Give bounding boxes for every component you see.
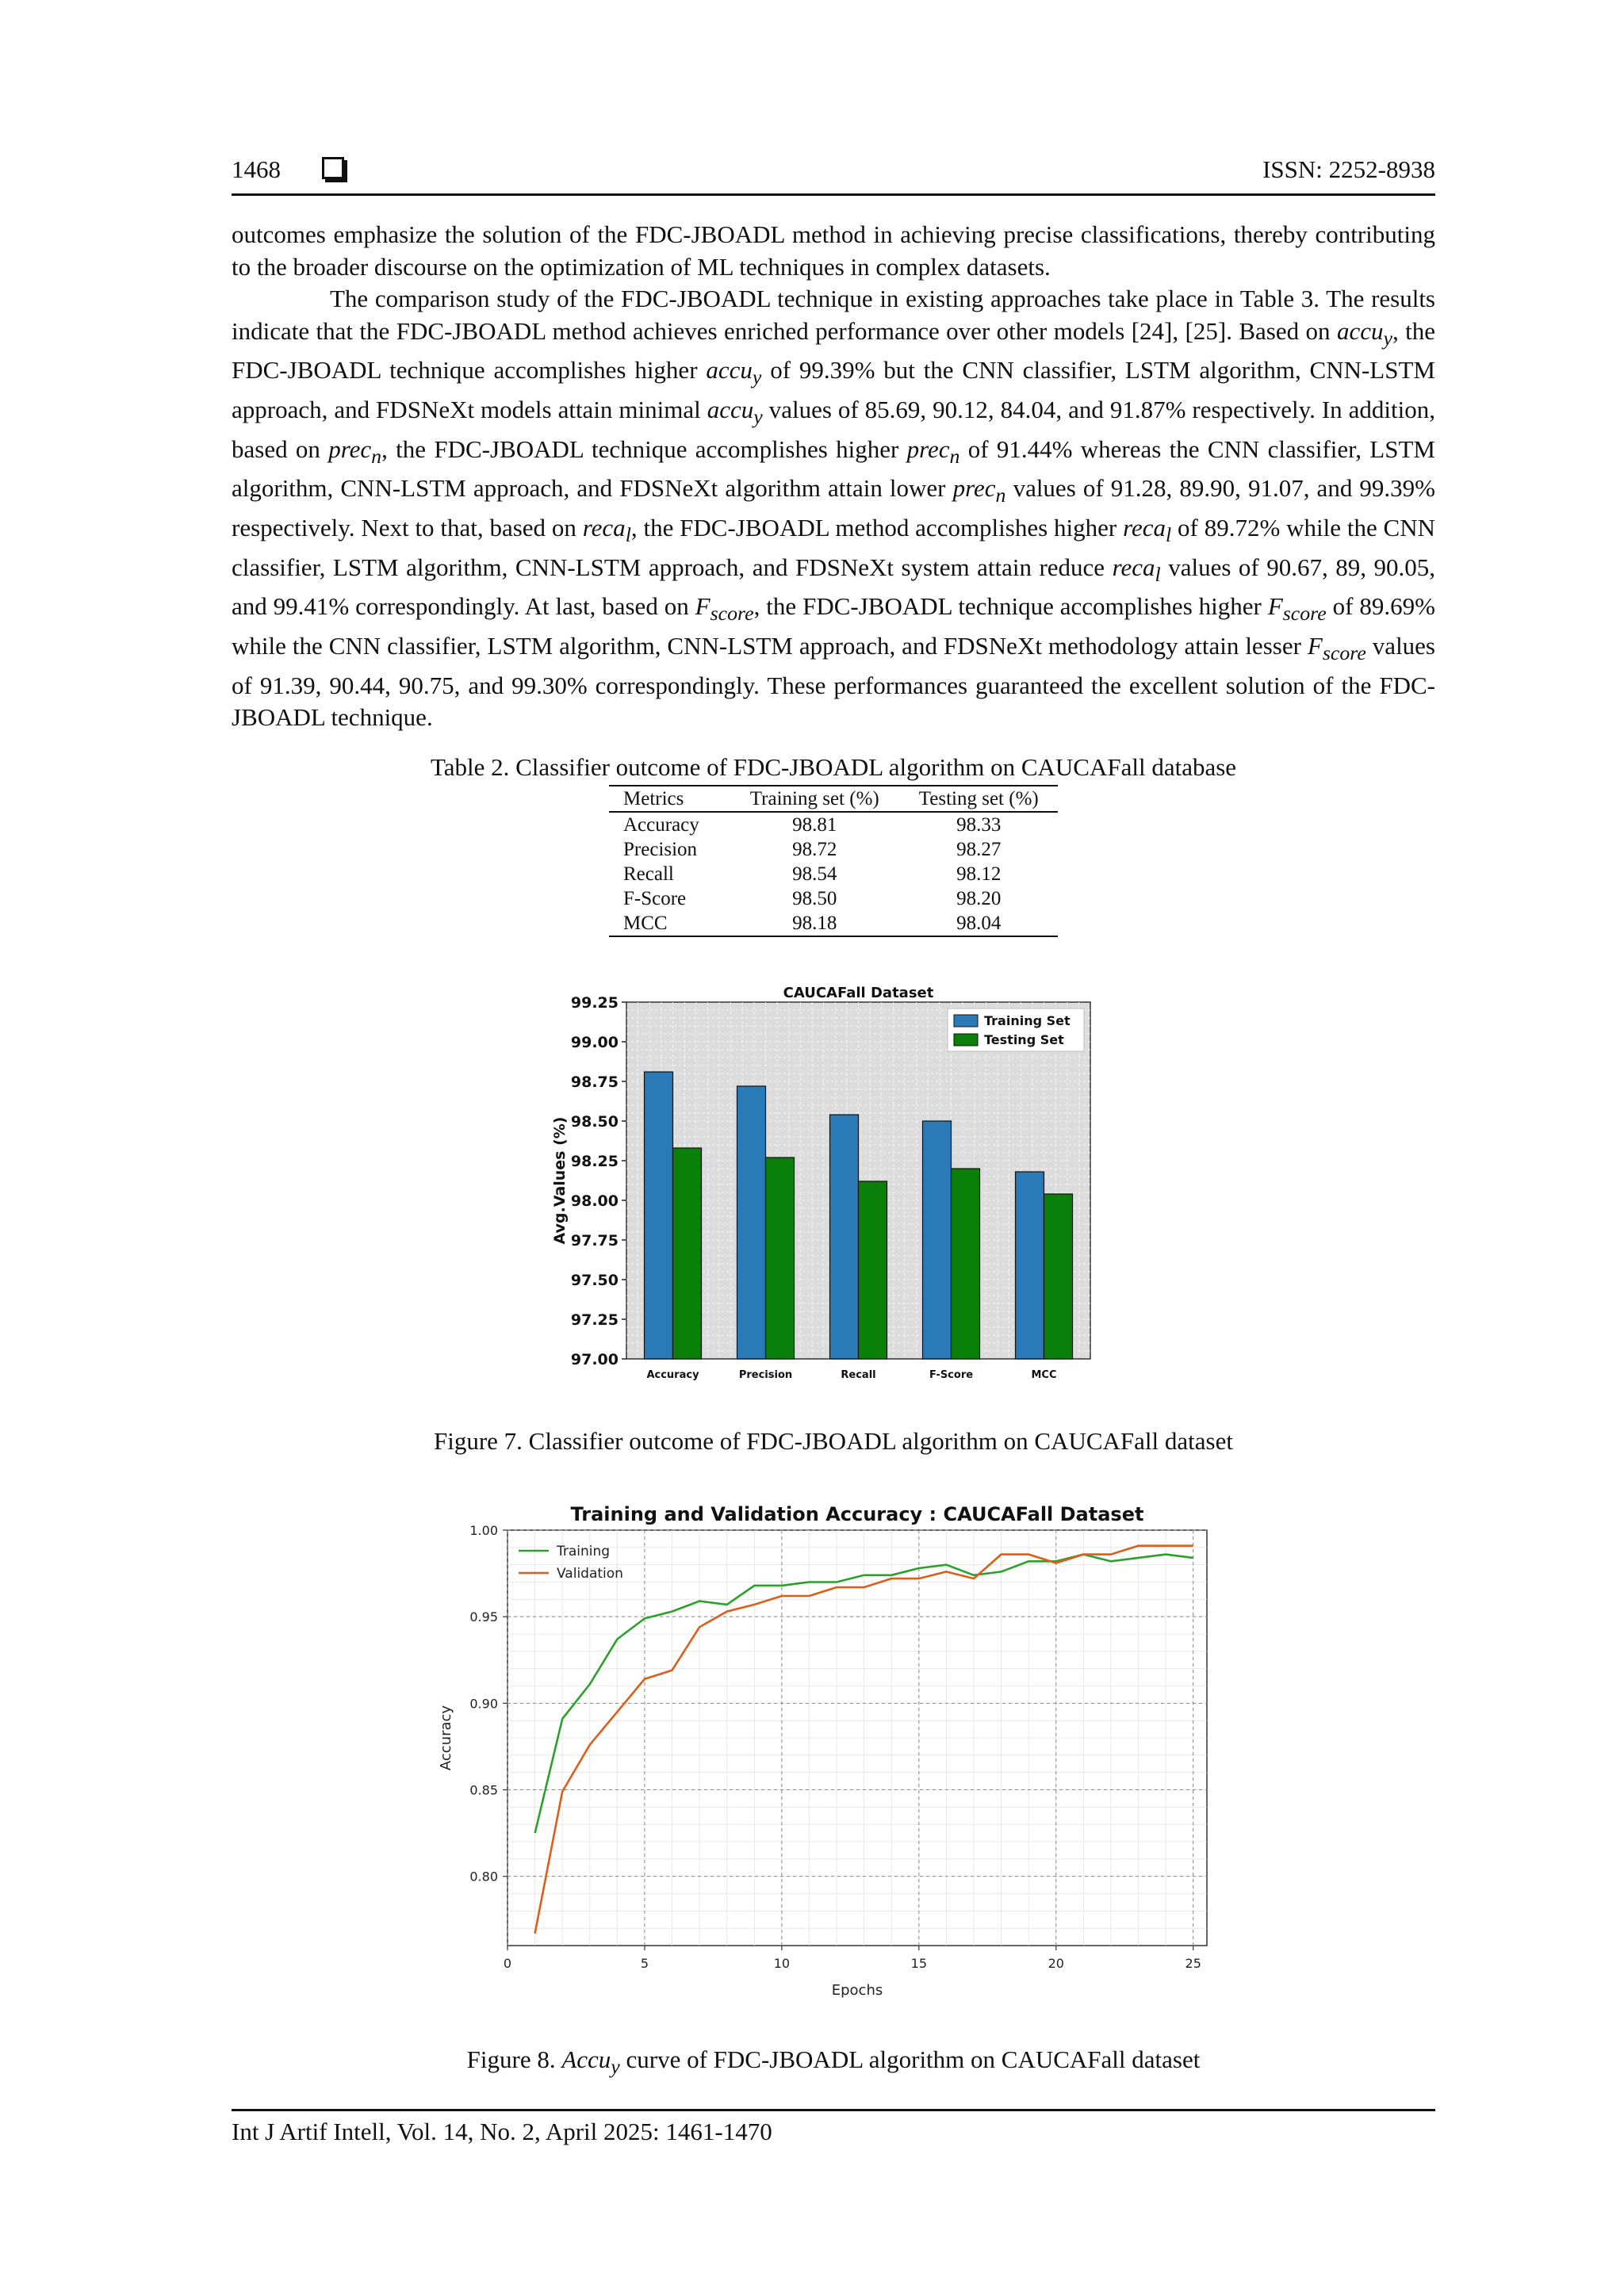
y-tick-label: 1.00 <box>469 1523 498 1538</box>
table-row <box>609 862 1058 886</box>
y-tick-label: 99.00 <box>570 1034 619 1051</box>
math-sub: score <box>710 602 754 626</box>
table-cell: 98.72 <box>792 839 837 860</box>
math-fscore <box>1307 632 1366 665</box>
x-tick-label: MCC <box>1031 1369 1057 1381</box>
text-run: of 91.44% whereas the CNN classifier, LSTM algorithm, CNN-LSTM approach, and FDSNeXt algorithm attain lower <box>232 434 1435 503</box>
math-sub: n <box>371 444 382 468</box>
x-tick-label: Precision <box>738 1369 793 1381</box>
paragraph-1: outcomes emphasize the solution of the FDC-JBOADL method in achieving precise classifications, thereby contributing to the broader discourse on the optimization of ML techniques in complex datasets. <box>232 220 1435 281</box>
page-number: 1468 <box>232 155 281 183</box>
math-reca <box>1123 513 1172 547</box>
table-header: Testing set (%) <box>899 786 1058 812</box>
table-cell: Recall <box>623 863 674 885</box>
math-sub: y <box>753 405 763 429</box>
math-accu <box>707 395 763 429</box>
page-header <box>232 155 1435 196</box>
math-accu <box>1336 316 1392 350</box>
text-run: of 99.39% but the CNN classifier, LSTM algorithm, CNN-LSTM approach, and FDSNeXt models attain minimal <box>232 356 1435 423</box>
table-cell: 98.81 <box>792 814 837 836</box>
table-cell: 98.20 <box>956 888 1002 909</box>
text-run: , the FDC-JBOADL technique accomplishes higher <box>232 316 1436 385</box>
table-header: Training set (%) <box>730 786 899 812</box>
math-text: reca <box>1112 553 1155 581</box>
figure-8-caption <box>232 2045 1435 2079</box>
table-row <box>609 886 1058 911</box>
y-axis-label: Avg.Values (%) <box>551 1116 569 1245</box>
legend-label: Training Set <box>984 1013 1071 1028</box>
legend-swatch <box>954 1034 978 1046</box>
math-text: Accu <box>561 2045 611 2073</box>
math-sub: n <box>949 444 960 468</box>
text-run: values of 85.69, 90.12, 84.04, and 91.87% respectively. In addition, based on <box>232 395 1435 463</box>
table-row <box>609 911 1058 936</box>
table-cell: 98.12 <box>956 863 1002 885</box>
x-tick-label: F-Score <box>929 1369 974 1381</box>
math-text: accu <box>707 395 754 423</box>
math-fscore <box>695 592 754 626</box>
x-tick-label: 25 <box>1185 1956 1201 1971</box>
math-fscore <box>1267 592 1327 626</box>
legend <box>948 1008 1084 1051</box>
table-cell: 98.50 <box>792 888 837 909</box>
legend-label: Training <box>557 1544 611 1559</box>
y-tick-label: 0.95 <box>469 1609 498 1625</box>
body-text <box>232 219 1435 734</box>
math-text: F <box>1307 632 1323 660</box>
x-tick-label: 10 <box>773 1956 791 1971</box>
results-table <box>609 785 1058 937</box>
table-cell: MCC <box>609 911 730 936</box>
math-sub: score <box>1322 641 1366 665</box>
math-prec <box>906 434 960 468</box>
math-reca <box>582 513 631 547</box>
y-tick-label: 98.50 <box>570 1113 619 1131</box>
math-text: accu <box>1336 316 1384 345</box>
math-sub: l <box>1166 523 1172 547</box>
math-sub: y <box>752 365 762 389</box>
y-tick-label: 97.50 <box>570 1272 619 1289</box>
table-cell: Accuracy <box>623 814 699 836</box>
y-axis-label: Accuracy <box>438 1705 454 1771</box>
caption-prefix: Figure 8. <box>466 2045 562 2073</box>
x-tick-label: 20 <box>1048 1956 1064 1971</box>
math-text: prec <box>906 434 950 463</box>
table-cell: 98.54 <box>792 863 837 885</box>
table-cell: 98.33 <box>956 814 1002 836</box>
issn: ISSN: 2252-8938 <box>1262 155 1435 183</box>
line-chart <box>428 1502 1237 2018</box>
text-run: The comparison study of the FDC-JBOADL technique in existing approaches take place in Table 3. The results indicate that the FDC-JBOADL method achieves enriched performance over other models [24], [25]. Based on <box>232 285 1435 345</box>
text-run: values of 91.39, 90.44, 90.75, and 99.30% correspondingly. These performances guaranteed the excellent solution of the FDC-JBOADL technique. <box>232 632 1436 732</box>
text-run: of 89.72% while the CNN classifier, LSTM algorithm, CNN-LSTM approach, and FDSNeXt system attain reduce <box>232 513 1435 581</box>
bar-training-set <box>1016 1172 1044 1359</box>
y-tick-label: 97.75 <box>570 1232 619 1249</box>
table-cell: Precision <box>623 839 698 860</box>
math-sub: y <box>611 2055 620 2079</box>
y-tick-label: 99.25 <box>570 994 619 1012</box>
math-text: prec <box>952 474 996 503</box>
bar-training-set <box>830 1115 859 1359</box>
x-tick-label: 5 <box>640 1956 649 1971</box>
math-sub: y <box>1383 326 1392 350</box>
table-header: Metrics <box>609 786 730 812</box>
math-text: accu <box>706 356 753 385</box>
x-tick-label: 15 <box>910 1956 928 1971</box>
x-axis-label: Epochs <box>831 1982 883 1999</box>
figure-7-caption: Figure 7. Classifier outcome of FDC-JBOADL algorithm on CAUCAFall dataset <box>434 1427 1233 1455</box>
table-header-row <box>609 786 1058 812</box>
x-tick-label: Accuracy <box>646 1369 699 1381</box>
table-cell: 98.27 <box>956 839 1002 860</box>
math-sub: l <box>625 523 631 547</box>
table-cell: F-Score <box>623 888 687 909</box>
bar-training-set <box>645 1072 673 1359</box>
math-text: F <box>1267 592 1283 621</box>
math-text: F <box>695 592 710 621</box>
y-tick-label: 98.75 <box>570 1073 619 1091</box>
math-accu-caption <box>561 2045 620 2079</box>
chart-title: CAUCAFall Dataset <box>783 985 934 1001</box>
y-tick-label: 98.25 <box>570 1153 619 1170</box>
bar-testing-set <box>952 1169 980 1359</box>
bar-testing-set <box>673 1148 702 1359</box>
table-row <box>609 812 1058 837</box>
y-tick-label: 97.00 <box>570 1351 619 1368</box>
chart-title: Training and Validation Accuracy : CAUCAFall Dataset <box>570 1503 1144 1525</box>
math-reca <box>1112 553 1161 586</box>
x-tick-label: 0 <box>503 1956 512 1971</box>
bar-chart <box>547 983 1118 1403</box>
page-footer: Int J Artif Intell, Vol. 14, No. 2, April 2025: 1461-1470 <box>232 2109 1435 2146</box>
math-sub: n <box>995 484 1006 507</box>
caption-suffix: curve of FDC-JBOADL algorithm on CAUCAFall dataset <box>619 2045 1201 2073</box>
math-prec <box>328 434 382 468</box>
text-run: , the FDC-JBOADL technique accomplishes higher <box>753 592 1268 621</box>
math-text: reca <box>582 513 626 541</box>
y-tick-label: 97.25 <box>570 1311 619 1329</box>
y-tick-label: 98.00 <box>570 1192 619 1210</box>
text-run: values of 90.67, 89, 90.05, and 99.41% correspondingly. At last, based on <box>232 553 1435 621</box>
table-cell: 98.04 <box>899 911 1058 936</box>
y-tick-label: 0.80 <box>469 1869 498 1885</box>
math-sub: l <box>1155 562 1161 586</box>
text-run: , the FDC-JBOADL technique accomplishes higher <box>381 434 907 463</box>
legend-swatch <box>954 1015 978 1027</box>
square-icon <box>322 157 344 179</box>
bar-training-set <box>737 1086 766 1359</box>
y-tick-label: 0.90 <box>469 1696 498 1712</box>
x-tick-label: Recall <box>841 1369 876 1381</box>
math-text: prec <box>328 434 372 463</box>
bar-testing-set <box>1044 1194 1073 1359</box>
text-run: , the FDC-JBOADL method accomplishes higher <box>630 513 1124 541</box>
table-cell: 98.18 <box>730 911 899 936</box>
paragraph-2 <box>232 283 1435 734</box>
text-run: values of 91.28, 89.90, 91.07, and 99.39% respectively. Next to that, based on <box>232 474 1435 541</box>
math-text: reca <box>1123 513 1166 541</box>
text-run: of 89.69% while the CNN classifier, LSTM algorithm, CNN-LSTM approach, and FDSNeXt methodology attain lesser <box>232 592 1435 660</box>
bar-training-set <box>923 1121 952 1359</box>
math-prec <box>952 474 1006 507</box>
table-caption: Table 2. Classifier outcome of FDC-JBOADL algorithm on CAUCAFall database <box>430 753 1237 781</box>
legend-label: Validation <box>557 1566 623 1582</box>
math-sub: score <box>1282 602 1327 626</box>
legend-label: Testing Set <box>984 1032 1064 1047</box>
y-tick-label: 0.85 <box>469 1782 498 1798</box>
bar-testing-set <box>859 1181 887 1359</box>
math-accu <box>706 356 762 389</box>
table-row <box>609 837 1058 862</box>
bar-testing-set <box>766 1158 795 1359</box>
